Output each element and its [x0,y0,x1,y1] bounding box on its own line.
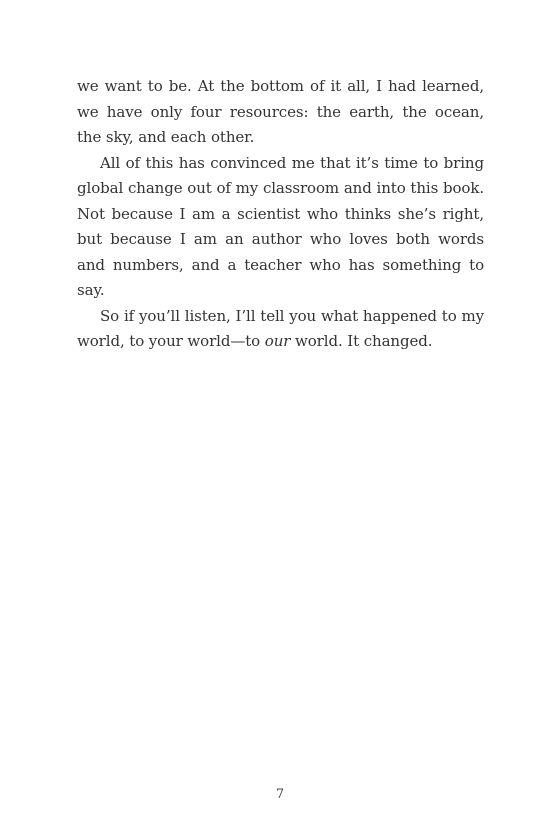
paragraph-3 [77,304,484,355]
emphasis-our: our [264,332,291,350]
paragraph-3-start: So if you’ll listen, I’ll tell you what happened to my world, to your world—to [77,306,484,350]
page-number: 7 [275,787,285,802]
paragraph-3-end: world. It changed. [290,332,433,350]
paragraph-1: we want to be. At the bottom of it all, I had learned, we have only four resources: the earth, the ocean, the sky, and each other. [77,77,484,146]
page-body [77,74,484,355]
paragraph-2: All of this has convinced me that it’s time to bring global change out of my classroom and into this book. Not because I am a scientist who thinks she’s right, but because I am an author who loves both words and numbers, and a teacher who has something to say. [77,153,484,299]
